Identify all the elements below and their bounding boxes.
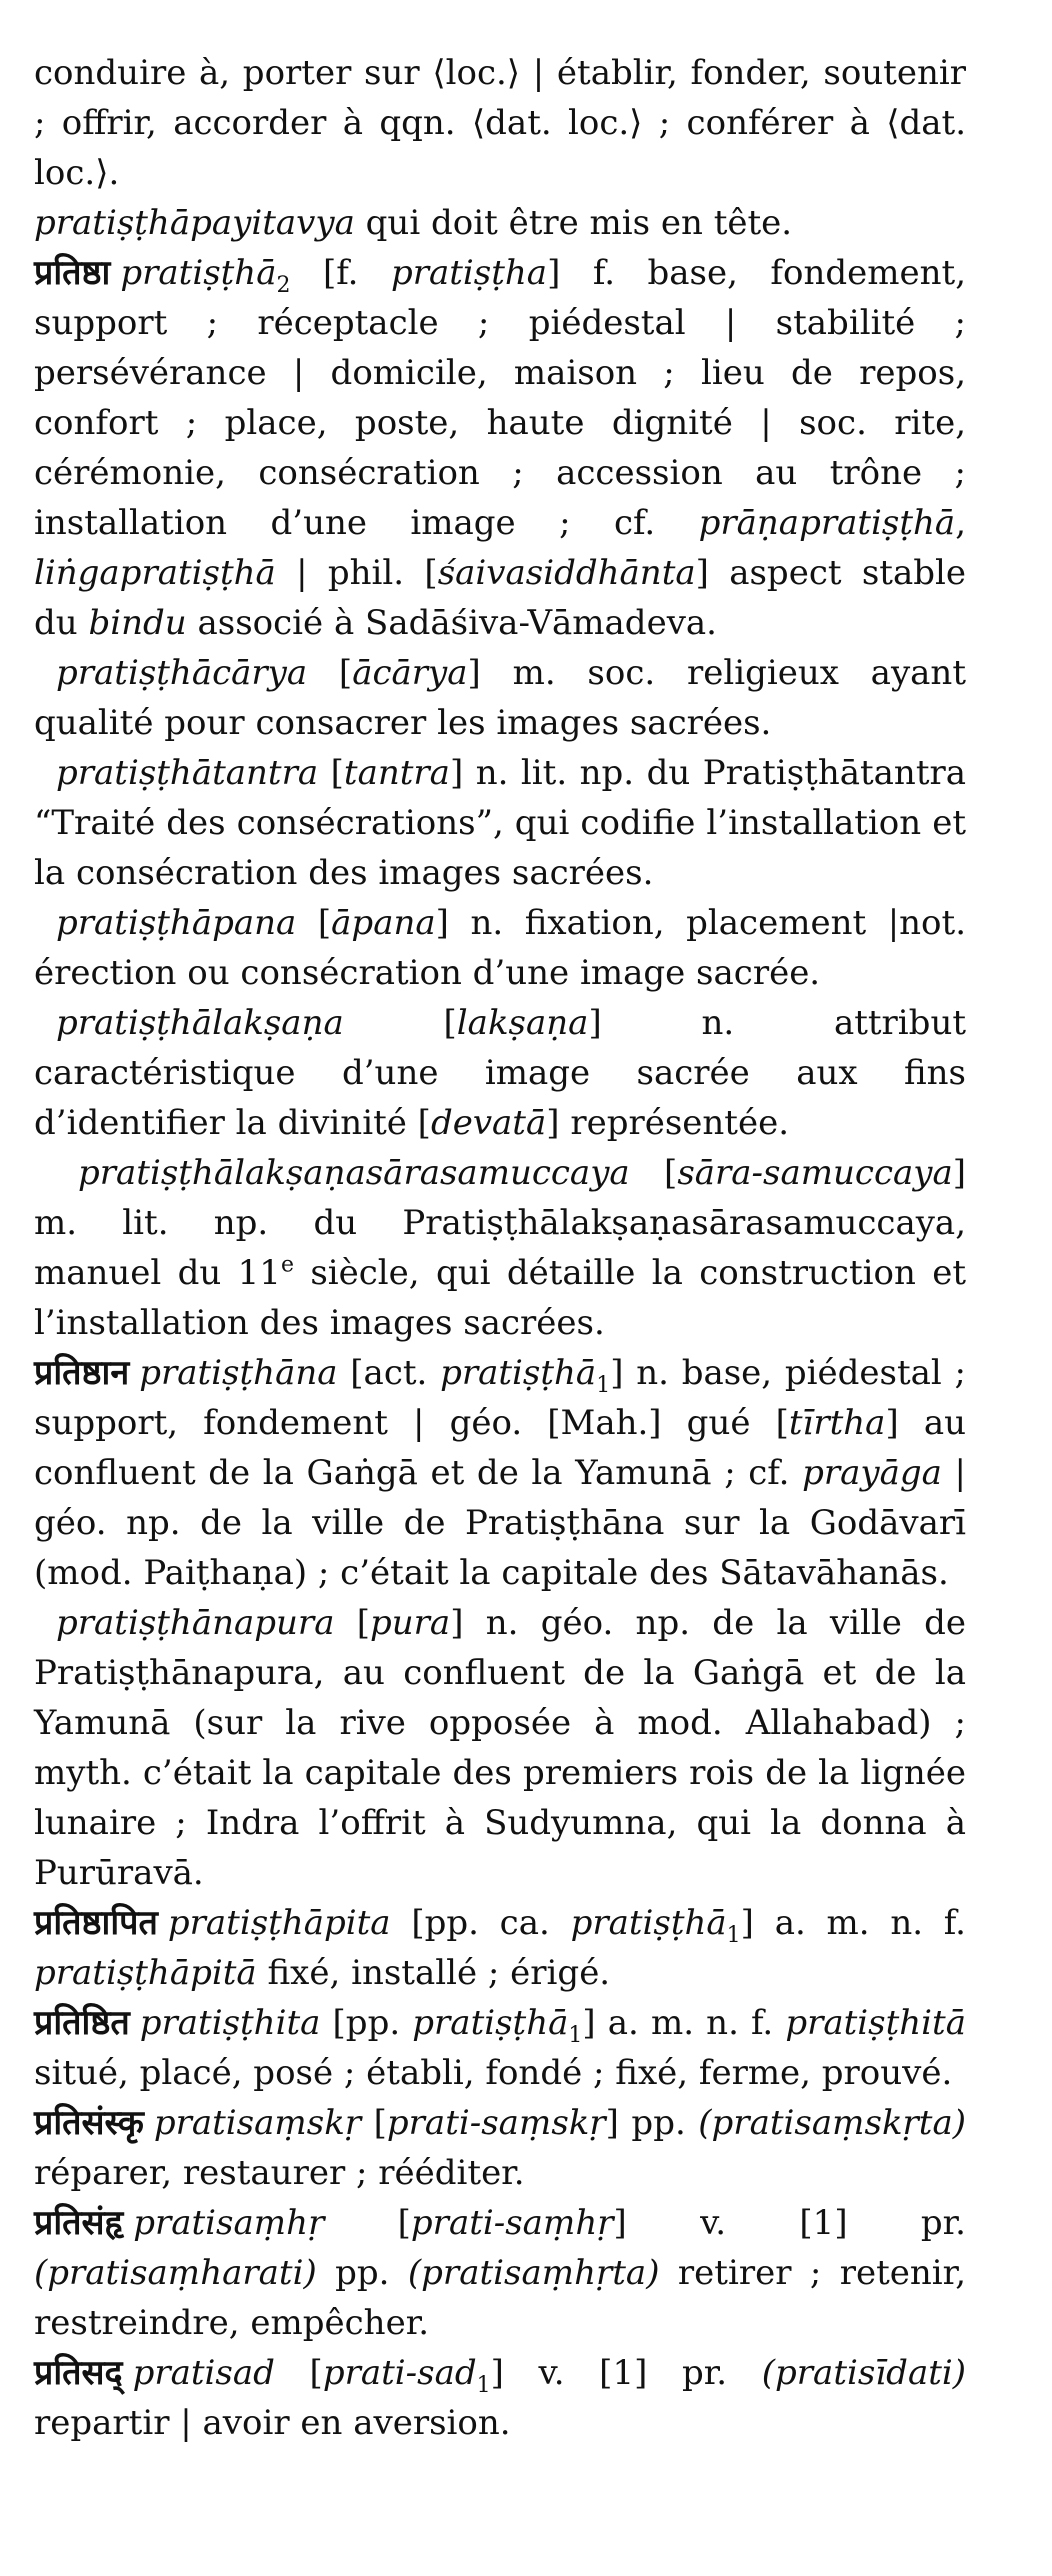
entry-pratisthalaksana: pratiṣṭhālakṣaṇa [lakṣaṇa] n. attribut caractéristique d’une image sacrée aux fins d’identifier la divinité [devatā] représentée. [34,1003,966,1143]
devanagari-headword: प्रतिसद् [34,2353,123,2393]
entry-pratisthacarya: pratiṣṭhācārya [ācārya] m. soc. religieux ayant qualité pour consacrer les images sacrées. [34,653,966,743]
entry-pratisthapita: प्रतिष्ठापित pratiṣṭhāpita [pp. ca. pratiṣṭhā$_1$] a. m. n. f. pratiṣṭhāpitā fixé, installé ; érigé. [34,1903,966,1993]
devanagari-headword: प्रतिष्ठित [34,2003,130,2043]
entry-pratisthapana: pratiṣṭhāpana [āpana] n. fixation, placement |not. érection ou consécration d’une image sacrée. [34,903,967,993]
entry-continuation: conduire à, porter sur ⟨loc.⟩ | établir, fonder, soutenir ; offrir, accorder à qqn. ⟨dat. loc.⟩ ; conférer à ⟨dat. loc.⟩. [34,53,966,193]
entry-pratisthana: प्रतिष्ठान pratiṣṭhāna [act. pratiṣṭhā$_1$] n. base, piédestal ; support, fondement | géo. [Mah.] gué [tīrtha] au confluent de la Gaṅgā et de la Yamunā ; cf. prayāga | géo. np. de la ville de Pratiṣṭhāna sur la Godāvarī (mod. Paiṭhaṇa) ; c’était la capitale des Sātavāhanās. [34,1353,966,1593]
headword: pratiṣṭhita [139,2003,321,2043]
headword: pratiṣṭhācārya [56,653,308,693]
devanagari-headword: प्रतिष्ठा [34,253,111,293]
headword: pratiṣṭhāpita [167,1903,391,1943]
devanagari-headword: प्रतिसंस्कृ [34,2103,144,2143]
devanagari-headword: प्रतिष्ठान [34,1353,130,1393]
headword: pratisad [132,2353,275,2393]
entry-pratisthanapura: pratiṣṭhānapura [pura] n. géo. np. de la ville de Pratiṣṭhānapura, au confluent de la Gaṅgā et de la Yamunā (sur la rive opposée à mod. Allahabad) ; myth. c’était la capitale des premiers rois de la lignée lunaire ; Indra l’offrit à Sudyumna, qui la donna à Purūravā. [34,1603,966,1893]
entry-pratistha: प्रतिष्ठा pratiṣṭhā$_2$ [f. pratiṣṭha] f. base, fondement, support ; réceptacle ; piédestal | stabilité ; persévérance | domicile, maison ; lieu de repos, confort ; place, poste, haute dignité | soc. rite, cérémonie, consécration ; accession au trône ; installation d’une image ; cf. prāṇapratiṣṭhā, liṅgapratiṣṭhā | phil. [śaivasiddhānta] aspect stable du bindu associé à Sadāśiva-Vāmadeva. [34,253,966,643]
headword: pratisaṃhṛ [133,2203,325,2243]
entry-pratisthapayitavya: pratiṣṭhāpayitavya qui doit être mis en tête. [34,203,793,243]
headword: pratiṣṭhāpayitavya [34,203,355,243]
headword: pratiṣṭhānapura [56,1603,335,1643]
entry-pratisthatantra: pratiṣṭhātantra [tantra] n. lit. np. du Pratiṣṭhātantra “Traité des consécrations”, qui codifie l’installation et la consécration des images sacrées. [34,753,967,893]
headword: pratisaṃskṛ [153,2103,362,2143]
headword: pratiṣṭhāna [139,1353,338,1393]
entry-pratisthalaksanasarasamuccaya: pratiṣṭhālakṣaṇasārasamuccaya [sāra-samuccaya] m. lit. np. du Pratiṣṭhālakṣaṇasārasamuccaya, manuel du 11e siècle, qui détaille la construction et l’installation des images sacrées. [34,1153,967,1343]
entry-pratisamhr: प्रतिसंहृ pratisaṃhṛ [prati-saṃhṛ] v. [1] pr. (pratisaṃharati) pp. (pratisaṃhṛta) retirer ; retenir, restreindre, empêcher. [34,2203,967,2343]
headword: pratiṣṭhātantra [56,753,319,793]
entry-pratisad: प्रतिसद् pratisad [prati-sad$_1$] v. [1] pr. (pratisīdati) repartir | avoir en aversion. [34,2353,967,2443]
devanagari-headword: प्रतिष्ठापित [34,1903,158,1943]
headword: pratiṣṭhālakṣaṇasārasamuccaya [78,1153,630,1193]
entry-pratisamskr: प्रतिसंस्कृ pratisaṃskṛ [prati-saṃskṛ] pp. (pratisaṃskṛta) réparer, restaurer ; rééditer. [34,2103,966,2193]
headword: pratiṣṭhāpana [56,903,297,943]
headword: pratiṣṭhā [120,253,277,293]
devanagari-headword: प्रतिसंहृ [34,2203,124,2243]
headword: pratiṣṭhālakṣaṇa [56,1003,344,1043]
entry-pratisthita: प्रतिष्ठित pratiṣṭhita [pp. pratiṣṭhā$_1$] a. m. n. f. pratiṣṭhitā situé, placé, posé ; établi, fondé ; fixé, ferme, prouvé. [34,2003,966,2093]
